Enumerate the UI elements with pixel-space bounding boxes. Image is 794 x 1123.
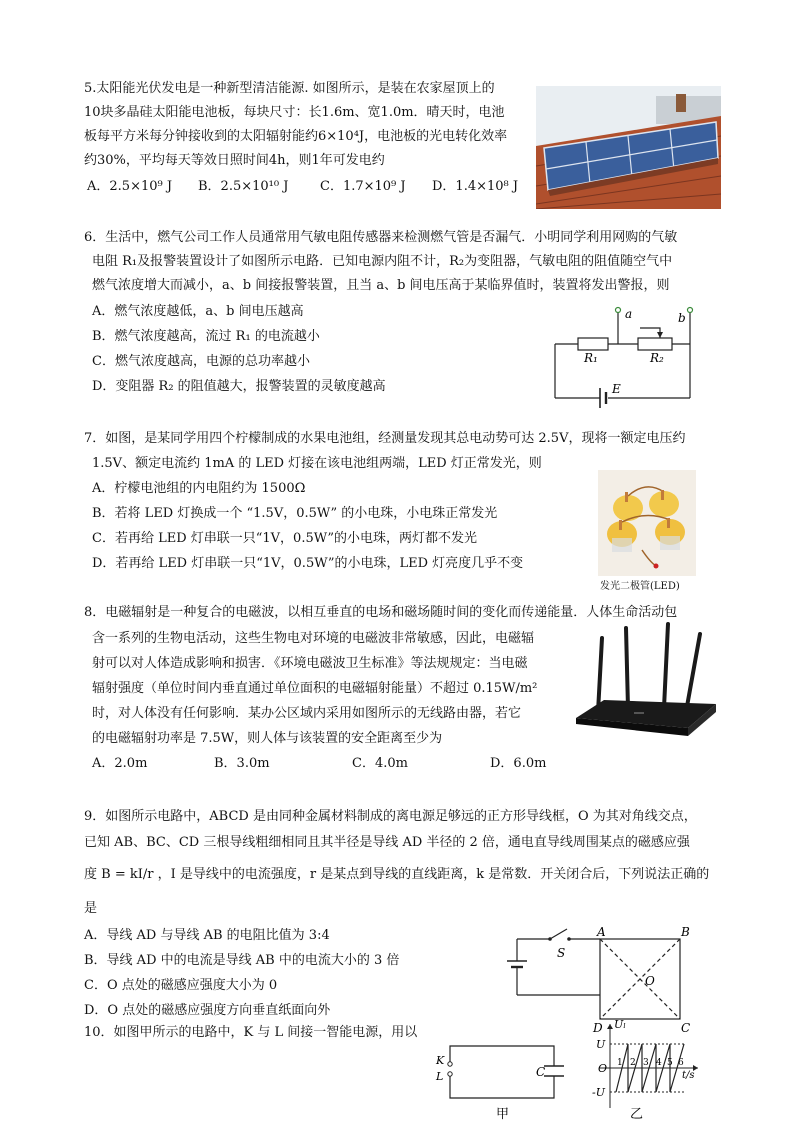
vertex-a-label: A — [597, 925, 606, 939]
axis-ul-label: Uₗ — [614, 1018, 626, 1031]
q6-option-b: B．燃气浓度越高，流过 R₁ 的电流越小 — [92, 329, 320, 344]
q5-option-d: D．1.4×10⁸ J — [432, 179, 519, 194]
q6-line-3: 燃气浓度增大而减小，a、b 间接报警装置，且当 a、b 间电压高于某临界值时，装置将发出警报，则 — [92, 278, 670, 293]
q9-option-c: C．O 点处的磁感应强度大小为 0 — [84, 978, 278, 993]
terminal-k-label: K — [436, 1054, 445, 1067]
q8-line-3: 射可以对人体造成影响和损害．《环境电磁波卫生标准》等法规规定：当电磁 — [92, 656, 528, 671]
q7-option-a: A．柠檬电池组的内电阻约为 1500Ω — [92, 481, 306, 496]
wireless-router-photo — [568, 620, 718, 750]
gas-sensor-circuit-diagram — [550, 300, 700, 412]
q5-option-c: C．1.7×10⁹ J — [320, 179, 406, 194]
q8-option-b: B．3.0m — [214, 756, 270, 771]
r2-label: R₂ — [650, 351, 664, 365]
q7-option-d: D．若再给 LED 灯串联一只“1V，0.5W”的小电珠，LED 灯亮度几乎不变 — [92, 556, 524, 571]
q5-option-a: A．2.5×10⁹ J — [87, 179, 173, 194]
tick-6: 6 — [678, 1058, 684, 1068]
capacitor-circuit-diagram-jia — [432, 1040, 572, 1120]
q8-option-c: C．4.0m — [352, 756, 408, 771]
axis-t-label: t/s — [682, 1070, 695, 1081]
q8-line-6: 的电磁辐射功率是 7.5W，则人体与该装置的安全距离至少为 — [92, 731, 443, 746]
emf-label: E — [612, 382, 621, 396]
q7-option-b: B．若将 LED 灯换成一个 “1.5V，0.5W” 的小电珠，小电珠正常发光 — [92, 506, 498, 521]
lemon-battery-photo — [598, 470, 696, 576]
vertex-b-label: B — [681, 925, 690, 939]
tick-3: 3 — [643, 1058, 649, 1068]
tick-4: 4 — [656, 1058, 662, 1068]
terminal-l-label: L — [436, 1070, 444, 1083]
q5-option-b: B．2.5×10¹⁰ J — [198, 179, 289, 194]
tick-1: 1 — [617, 1058, 623, 1068]
capacitor-c-label: C — [536, 1065, 546, 1079]
q5-line-1: 5.太阳能光伏发电是一种新型清洁能源. 如图所示，是装在农家屋顶上的 — [84, 81, 495, 96]
q10-line-1: 10．如图甲所示的电路中，K 与 L 间接一智能电源，用以 — [84, 1025, 418, 1040]
r1-label: R₁ — [584, 351, 598, 365]
r1-resistor — [578, 338, 608, 350]
solar-panel-roof-photo — [536, 86, 721, 209]
tick-2: 2 — [630, 1058, 636, 1068]
q8-option-a: A．2.0m — [92, 756, 148, 771]
q9-option-a: A．导线 AD 与导线 AB 的电阻比值为 3:4 — [84, 928, 330, 943]
q8-line-5: 时，对人体没有任何影响．某办公区域内采用如图所示的无线路由器，若它 — [92, 706, 522, 721]
figure-yi-label: 乙 — [630, 1107, 644, 1122]
q8-option-d: D．6.0m — [490, 756, 547, 771]
switch-s-label: S — [557, 946, 566, 960]
q5-line-3: 板每平方米每分钟接收到的太阳辐射能约6×10⁴J，电池板的光电转化效率 — [84, 129, 508, 144]
q6-option-a: A．燃气浓度越低，a、b 间电压越高 — [92, 304, 304, 319]
r2-rheostat — [638, 338, 672, 350]
q5-line-4: 约30%，平均每天等效日照时间4h，则1年可发电约 — [84, 153, 385, 168]
q9-option-b: B．导线 AD 中的电流是导线 AB 中的电流大小的 3 倍 — [84, 953, 400, 968]
led-caption: 发光二极管(LED) — [600, 581, 680, 592]
q6-line-1: 6．生活中，燃气公司工作人员通常用气敏电阻传感器来检测燃气管是否漏气．小明同学利用网购的气敏 — [84, 230, 678, 245]
center-o-label: O — [645, 974, 655, 988]
vertex-c-label: C — [681, 1021, 691, 1035]
q9-line-3: 度 B = kI/r ，I 是导线中的电流强度，r 是某点到导线的直线距离，k 是常数．开关闭合后，下列说法正确的 — [84, 867, 710, 882]
tick-5: 5 — [667, 1058, 673, 1068]
q9-option-d: D．O 点处的磁感应强度方向垂直纸面向外 — [84, 1003, 331, 1018]
q8-line-2: 含一系列的生物电活动，这些生物电对环境的电磁波非常敏感，因此，电磁辐 — [92, 631, 535, 646]
q9-line-2: 已知 AB、BC、CD 三根导线粗细相同且其半径是导线 AD 半径的 2 倍，通电直导线周围某点的磁感应强 — [84, 835, 690, 850]
q7-option-c: C．若再给 LED 灯串联一只“1V，0.5W”的小电珠，两灯都不发光 — [92, 531, 477, 546]
q6-option-c: C．燃气浓度越高，电源的总功率越小 — [92, 354, 310, 369]
q9-line-1: 9．如图所示电路中，ABCD 是由同种金属材料制成的离电源足够远的正方形导线框，O 为其对角线交点， — [84, 809, 697, 824]
q8-line-1: 8．电磁辐射是一种复合的电磁波，以相互垂直的电场和磁场随时间的变化而传递能量．人体生命活动包 — [84, 605, 678, 620]
terminal-a-label: a — [625, 307, 633, 321]
origin-o-label: O — [598, 1062, 608, 1075]
axis-u-label: U — [596, 1038, 606, 1051]
switch-s — [550, 929, 567, 939]
vertex-d-label: D — [593, 1021, 603, 1035]
q8-line-4: 辐射强度（单位时间内垂直通过单位面积的电磁辐射能量）不超过 0.15W/m² — [92, 681, 538, 696]
q7-line-1: 7．如图，是某同学用四个柠檬制成的水果电池组，经测量发现其总电动势可达 2.5V，现将一额定电压约 — [84, 431, 686, 446]
q5-line-2: 10块多晶硅太阳能电池板，每块尺寸：长1.6m、宽1.0m．晴天时，电池 — [84, 105, 505, 120]
axis-neg-u-label: -U — [592, 1086, 605, 1099]
q7-line-2: 1.5V、额定电流约 1mA 的 LED 灯接在该电池组两端，LED 灯正常发光，则 — [92, 456, 542, 471]
terminal-b-label: b — [678, 311, 686, 325]
voltage-time-graph-yi — [590, 1018, 705, 1122]
figure-jia-label: 甲 — [496, 1107, 510, 1120]
q9-line-4: 是 — [84, 901, 98, 916]
q6-line-2: 电阻 R₁及报警装置设计了如图所示电路．已知电源内阻不计，R₂为变阻器，气敏电阻的阻值随空气中 — [92, 254, 673, 269]
q6-option-d: D．变阻器 R₂ 的阻值越大，报警装置的灵敏度越高 — [92, 379, 386, 394]
